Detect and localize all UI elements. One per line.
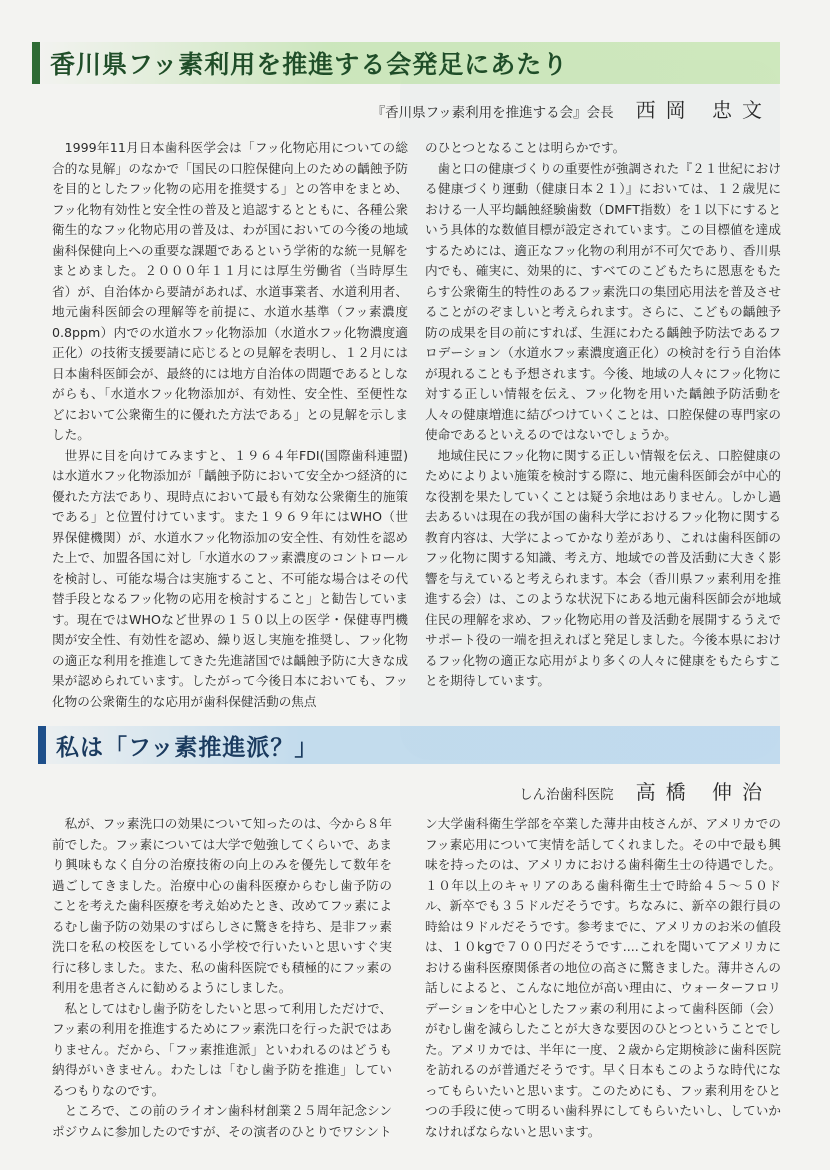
paragraph: 1999年11月日本歯科医学会は「フッ化物応用についての総合的な見解」のなかで「国民の口腔保健向上のための齲蝕予防を目的としたフッ化物の応用を推奨する」との答申をまとめ、フッ化物有効性と安全性の普及と追認するとともに、各種公衆衛生的なフッ化物応用の普及は、わが国においての今後の地域歯科保健向上への重要な課題であるという学術的な統一見解をまとめました。２０００年１１月には厚生労働省（当時厚生省）が、自治体から要請があれば、水道事業者、水道利用者、地元歯科医師会の理解等を前提に、水道水基準（フッ素濃度0.8ppm）内での水道水フッ化物添加（水道水フッ化物濃度適正化）の技術支援要請に応じるとの見解を表明し、１２月には日本歯科医師会が、最終的には地方自治体の問題であるとしながらも、「水道水フッ化物添加が、有効性、安全性、至便性などにおいて公衆衛生的に優れた方法である」との見解を示しました。: [52, 140, 408, 442]
paragraph: ところで、この前のライオン歯科材創業２５周年記念シンポジウムに参加したのですが、その演者のひとりでワシント: [52, 1103, 392, 1139]
section2-title-banner: [38, 726, 780, 764]
section2-right-column: [425, 814, 781, 1142]
paragraph: のひとつとなることは明らかです。: [425, 140, 626, 155]
section1-left-column: [52, 138, 408, 712]
section2-author-org: しん治歯科医院: [519, 787, 614, 803]
paragraph: ン大学歯科衛生学部を卒業した薄井由枝さんが、アメリカでのフッ素応用について実情を話してくれました。その中で最も興味を持ったのは、アメリカにおける歯科衛生士の待遇でした。１０年以上のキャリアのある歯科衛生士で時給４５～５０ドル、新卒でも３５ドルだそうです。ちなみに、新卒の銀行員の時給は９ドルだそうです。参考までに、アメリカのお米の値段は、１０kgで７００円だそうです....これを聞いてアメリカにおける歯科医療関係者の地位の高さに驚きました。薄井さんの話しによると、こんなに地位が高い理由に、ウォーターフロリデーションを中心としたフッ素の利用によって歯科医師（会）がむし歯を減らしたことが大きな要因のひとつということでした。アメリカでは、半年に一度、２歳から定期検診に歯科医院を訪れるのが普通だそうです。早く日本もこのような時代になってもらいたいと思います。このためにも、フッ素利用をひとつの手段に使って明るい歯科界にしてもらいたいし、していかなければならないと思います。: [425, 816, 781, 1139]
paragraph: 地域住民にフッ化物に関する正しい情報を伝え、口腔健康のためによりよい施策を検討する際に、地元歯科医師会が中心的な役割を果たしていくことは疑う余地はありません。しかし過去あるいは現在の我が国の歯科大学におけるフッ化物に関する教育内容は、大学によってかなり差があり、これは歯科医師のフッ化物に関する知識、考え方、地域での普及活動に大きく影響を与えていると考えられます。本会（香川県フッ素利用を推進する会）は、このような状況下にある地元歯科医師会が地域住民の理解を求め、フッ化物応用の普及活動を展開するうえでサポート役の一端を担えればと発足しました。今後本県におけるフッ化物の適正な応用がより多くの人々に健康をもたらすことを期待しています。: [425, 447, 781, 688]
paragraph: 歯と口の健康づくりの重要性が強調された『２１世紀における健康づくり運動（健康日本２１）』においては、１２歳児における一人平均齲蝕経験歯数（DMFT指数）を１以下にするという具体的な数値目標が設定されています。この目標値を達成するためには、適正なフッ化物の利用が不可欠であり、香川県内でも、確実に、効果的に、すべてのこどもたちに恩恵をもたらす公衆衛生的特性のあるフッ素洗口の集団応用法を普及させることがのぞましいと考えられます。さらに、こどもの齲蝕予防の成果を目の前にすれば、生涯にわたる齲蝕予防法であるフロデーション（水道水フッ素濃度適正化）の検討を行う自治体が現れることも予想されます。今後、地域の人々にフッ化物に対する正しい情報を伝え、フッ化物を用いた齲蝕予防活動を人々の健康増進に結びつけていくことは、口腔保健の専門家の使命であるといえるのではないでしょうか。: [425, 160, 781, 442]
section1-right-column: [425, 138, 781, 692]
section1-byline: [372, 94, 772, 123]
section2-byline: [519, 776, 772, 805]
section1-title: 香川県フッ素利用を推進する会発足にあたり: [50, 50, 569, 79]
paragraph: 世界に目を向けてみますと、１９６４年FDI(国際歯科連盟)は水道水フッ化物添加が「齲蝕予防において安全かつ経済的に優れた方法であり、現時点において最も有効な公衆衛生的施策である」と位置付けています。また１９６９年にはWHO（世界保健機関）が、水道水フッ化物添加の安全性、有効性を認めた上で、加盟各国に対し「水道水のフッ素濃度のコントロールを検討し、可能な場合は実施すること、不可能な場合はその代替手段となるフッ化物の応用を検討すること」と勧告しています。現在ではWHOなど世界の１５０以上の医学・保健専門機関が安全性、有効性を認め、繰り返し実施を推奨し、フッ化物の適正な利用を推進してきた先進諸国では齲蝕予防に大きな成果が認められています。したがって今後日本においても、フッ化物の公衆衛生的な応用が歯科保健活動の焦点: [52, 447, 408, 709]
section1-author-org: 『香川県フッ素利用を推進する会』会長: [371, 105, 614, 121]
section2-author-name: 高橋 伸治: [635, 780, 772, 804]
section2-left-column: [52, 814, 392, 1142]
section2-title: 私は「フッ素推進派？」: [56, 734, 319, 761]
section1-accent-bar: [32, 42, 40, 84]
section2-accent-bar: [38, 726, 46, 764]
section1-author-name: 西岡 忠文: [635, 98, 772, 122]
paragraph: 私が、フッ素洗口の効果について知ったのは、今から８年前でした。フッ素については大学で勉強してくらいで、あまり興味もなく自分の治療技術の向上のみを優先して数年を過ごしてきました。治療中心の歯科医療からむし歯予防のことを考えた歯科医療を考え始めたとき、改めてフッ素によるむし歯予防の効果のすばらしさに驚きを持ち、是非フッ素洗口を私の校医をしている小学校で行いたいと思いすぐ実行に移しました。また、私の歯科医院でも積極的にフッ素の利用を患者さんに勧めるようにしました。: [52, 816, 393, 995]
paragraph: 私としてはむし歯予防をしたいと思って利用しただけで、フッ素の利用を推進するためにフッ素洗口を行った訳ではありません。だから、「フッ素推進派」といわれるのはどうも納得がいきません。わたしは「むし歯予防を推進」しているつもりなのです。: [52, 1000, 392, 1098]
section1-title-banner: [32, 42, 780, 84]
